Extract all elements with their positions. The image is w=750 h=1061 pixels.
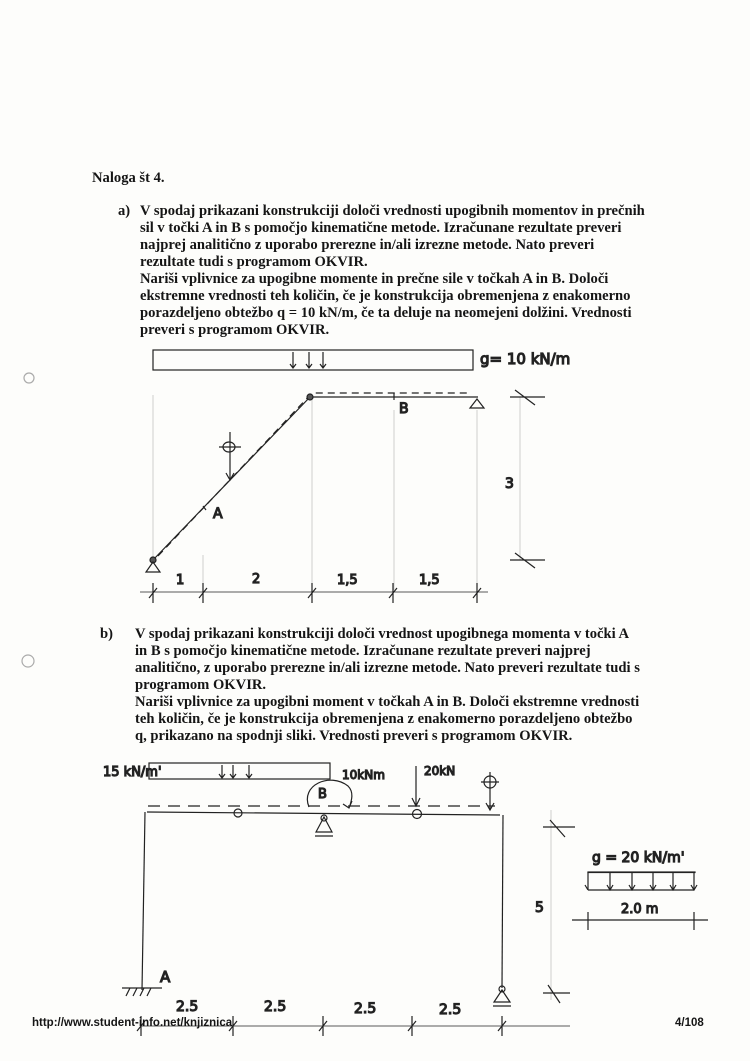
text-line: najprej analitično z uporabo prerezne in/ali izrezne metode. Nato preveri <box>140 237 595 253</box>
load-label: g= 10 kN/m <box>480 350 571 368</box>
dim-span: 1,5 <box>337 573 358 588</box>
scan-mark-icon <box>22 655 34 667</box>
text-line: Nariši vplivnice za upogibne momente in prečne sile v točkah A in B. Določi <box>140 271 609 287</box>
dim-span: 2.5 <box>354 1001 377 1017</box>
q-label: g = 20 kN/m' <box>592 850 685 866</box>
load-arrows-icon <box>290 352 326 368</box>
force-arrow-icon <box>412 766 420 806</box>
scan-mark-icon <box>24 373 34 383</box>
text-line: Nariši vplivnice za upogibni moment v točkah A in B. Določi ekstremne vrednosti <box>135 694 640 710</box>
dim-span: 2.5 <box>439 1002 462 1018</box>
point-a-label: A <box>213 506 223 522</box>
distributed-load <box>149 763 330 779</box>
text-line: V spodaj prikazani konstrukciji določi vrednosti upogibnih momentov in prečnih <box>140 203 645 219</box>
right-column <box>502 815 503 988</box>
distributed-load <box>153 350 473 370</box>
dim-span: 2.5 <box>264 999 287 1015</box>
left-column <box>142 812 145 990</box>
deflection-dashed <box>158 393 470 556</box>
point-b-label: B <box>399 401 409 417</box>
figure-a <box>140 350 570 603</box>
text-line: V spodaj prikazani konstrukciji določi vrednost upogibnega momenta v točki A <box>135 626 630 642</box>
dist-load-label: 15 kN/m' <box>103 765 162 780</box>
dim-height: 3 <box>505 476 514 492</box>
task-title: Naloga št 4. <box>92 170 165 186</box>
hinge-icon <box>307 394 313 400</box>
unit-force-icon <box>481 772 499 810</box>
dim-span: 2.5 <box>176 999 199 1015</box>
text-line: in B s pomočjo kinematične metode. Izračunane rezultate preveri najprej <box>135 643 591 659</box>
dim-span: 1,5 <box>419 573 440 588</box>
dim-height: 5 <box>535 900 544 916</box>
text-line: preveri s programom OKVIR. <box>140 322 330 338</box>
point-a-label: A <box>160 968 171 986</box>
text-line: q, prikazano na spodnji sliki. Vrednosti preveri s programom OKVIR. <box>135 728 573 744</box>
text-line: sil v točki A in B s pomočjo kinematične metode. Izračunane rezultate preveri <box>140 220 622 236</box>
source-url-link[interactable]: http://www.student-info.net/knjiznica <box>32 1017 233 1029</box>
part-b-marker: b) <box>100 626 113 642</box>
part-a-marker: a) <box>118 203 131 219</box>
text-line: analitično, z uporabo prerezne in/ali izrezne metode. Nato preveri rezultate tudi s <box>135 660 640 676</box>
text-line: teh količin, če je konstrukcija obremenjena z enakomerno porazdeljeno obtežbo <box>135 711 633 727</box>
dim-span: 2 <box>252 572 261 587</box>
text-line: rezultate tudi s programom OKVIR. <box>140 254 368 270</box>
point-b-label: B <box>318 787 327 802</box>
text-line: programom OKVIR. <box>135 677 267 693</box>
q-length-label: 2.0 m <box>621 902 659 917</box>
load-arrows-icon <box>219 765 252 778</box>
support-icon <box>470 399 484 408</box>
dim-span: 1 <box>176 573 185 588</box>
page-number: 4/108 <box>675 1017 704 1029</box>
text-line: porazdeljeno obtežbo q = 10 kN/m, če ta deluje na neomejeni dolžini. Vrednosti <box>140 305 632 321</box>
q-load-arrows-icon <box>585 872 697 890</box>
force-label: 20kN <box>424 764 456 778</box>
text-line: ekstremne vrednosti teh količin, če je konstrukcija obremenjena z enakomerno <box>140 288 631 304</box>
moment-arc-icon <box>307 780 352 808</box>
support-icon <box>315 817 333 836</box>
moment-label: 10kNm <box>342 768 385 782</box>
